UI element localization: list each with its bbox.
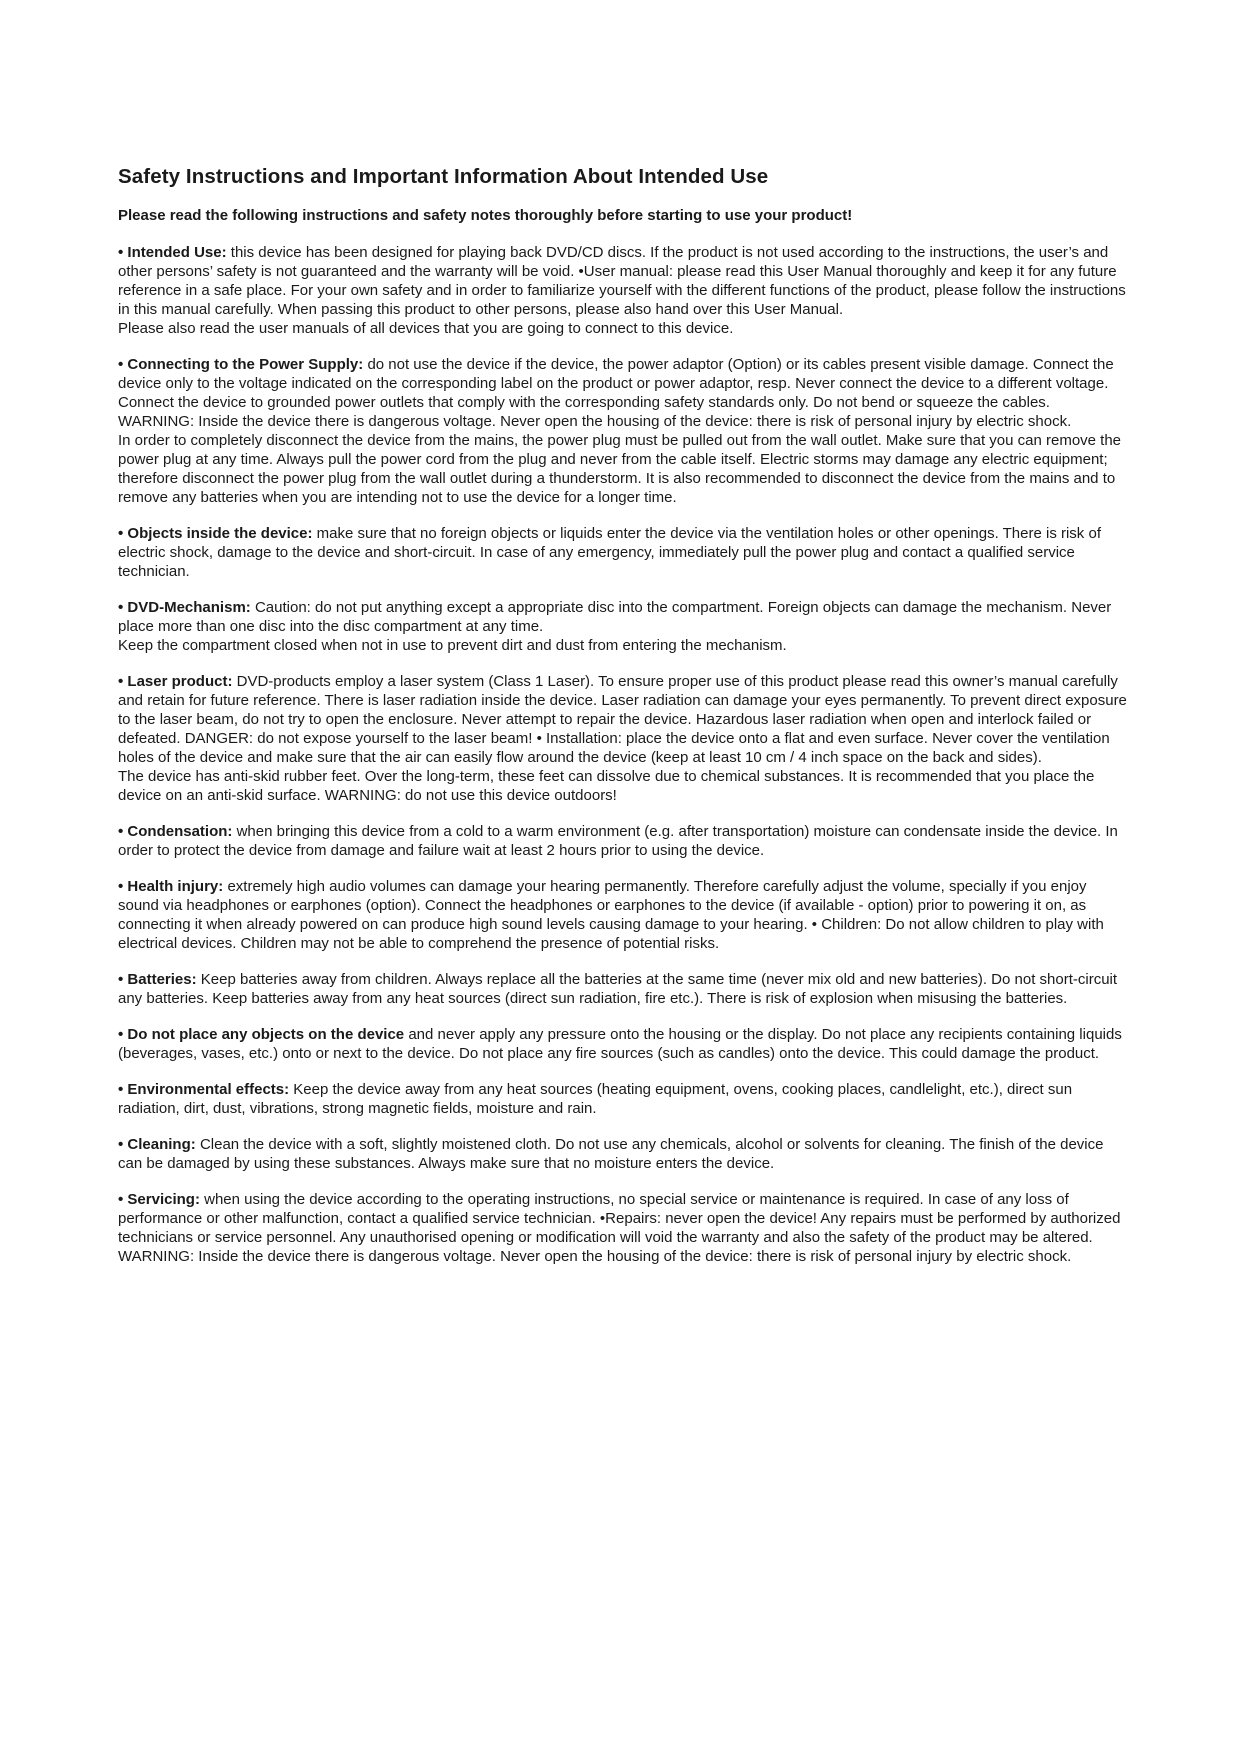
- section-text: Keep the device away from any heat sources (heating equipment, ovens, cooking places, candlelight, etc.), direct sun radiation, dirt, dust, vibrations, strong magnetic fields, moisture and rain.: [118, 1081, 1073, 1118]
- section-heading: • DVD-Mechanism:: [118, 599, 251, 617]
- section-heading: • Health injury:: [118, 878, 224, 896]
- safety-section: [118, 355, 1128, 507]
- safety-section: [118, 598, 1128, 655]
- section-paragraph: [118, 1025, 1128, 1063]
- section-paragraph: [118, 1190, 1128, 1266]
- section-text: when bringing this device from a cold to a warm environment (e.g. after transportation) moisture can condensate inside the device. In order to protect the device from damage and failure wait at least 2 hours prior to using the device.: [118, 823, 1118, 860]
- section-text: Caution: do not put anything except a appropriate disc into the compartment. Foreign objects can damage the mechanism. Never place more than one disc into the disc compartment at any time.: [118, 599, 1112, 636]
- section-text: and never apply any pressure onto the housing or the display. Do not place any recipients containing liquids (beverages, vases, etc.) onto or next to the device. Do not place any fire sources (such as candles) onto the device. This could damage the product.: [118, 1026, 1122, 1063]
- section-extra-paragraph: In order to completely disconnect the device from the mains, the power plug must be pulled out from the wall outlet. Make sure that you can remove the power plug at any time. Always pull the power cord from the plug and never from the cable itself. Electric storms may damage any electric equipment; therefore disconnect the power plug from the wall outlet during a thunderstorm. It is also recommended to disconnect the device from the mains and to remove any batteries when you are intending not to use the device for a longer time.: [118, 432, 1122, 507]
- safety-section: [118, 877, 1128, 953]
- section-heading: • Servicing:: [118, 1191, 200, 1209]
- section-text: do not use the device if the device, the power adaptor (Option) or its cables present visible damage. Connect the device only to the voltage indicated on the corresponding label on the product or power adaptor, resp. Never connect the device to a different voltage. Connect the device to grounded power outlets that comply with the corresponding safety standards only. Do not bend or squeeze the cables.: [118, 356, 1114, 412]
- safety-section: [118, 970, 1128, 1008]
- section-paragraph: [118, 1080, 1128, 1118]
- section-paragraph: [118, 970, 1128, 1008]
- section-text: this device has been designed for playing back DVD/CD discs. If the product is not used according to the instructions, the user’s and other persons’ safety is not guaranteed and the warranty will be void. •User manual: please read this User Manual thoroughly and keep it for any future reference in a safe place. For your own safety and in order to familiarize yourself with the different functions of the product, please follow the instructions in this manual carefully. When passing this product to other persons, please also hand over this User Manual.: [118, 244, 1126, 319]
- section-heading: • Environmental effects:: [118, 1081, 290, 1099]
- section-heading: • Intended Use:: [118, 244, 227, 262]
- section-heading: • Cleaning:: [118, 1136, 196, 1154]
- section-heading: • Laser product:: [118, 673, 233, 691]
- section-paragraph: [118, 598, 1128, 636]
- section-text: Keep batteries away from children. Always replace all the batteries at the same time (never mix old and new batteries). Do not short-circuit any batteries. Keep batteries away from any heat sources (direct sun radiation, fire etc.). There is risk of explosion when misusing the batteries.: [118, 971, 1118, 1008]
- safety-section: [118, 1080, 1128, 1118]
- section-heading: • Connecting to the Power Supply:: [118, 356, 364, 374]
- safety-section: [118, 524, 1128, 581]
- section-paragraph: [118, 672, 1128, 767]
- section-text: make sure that no foreign objects or liquids enter the device via the ventilation holes or other openings. There is risk of electric shock, damage to the device and short-circuit. In case of any emergency, immediately pull the power plug and contact a qualified service technician.: [118, 525, 1101, 581]
- section-extra-paragraph: Keep the compartment closed when not in use to prevent dirt and dust from entering the mechanism.: [118, 637, 787, 655]
- page-title: Safety Instructions and Important Information About Intended Use: [118, 165, 769, 188]
- section-paragraph: [118, 822, 1128, 860]
- section-extra-paragraph: The device has anti-skid rubber feet. Over the long-term, these feet can dissolve due to chemical substances. It is recommended that you place the device on an anti-skid surface. WARNING: do not use this device outdoors!: [118, 768, 1095, 805]
- safety-sections: [118, 243, 1128, 1266]
- safety-section: [118, 822, 1128, 860]
- document-page: [118, 165, 1128, 1283]
- section-heading: • Do not place any objects on the device: [118, 1026, 405, 1044]
- section-text: Clean the device with a soft, slightly moistened cloth. Do not use any chemicals, alcohol or solvents for cleaning. The finish of the device can be damaged by using these substances. Always make sure that no moisture enters the device.: [118, 1136, 1104, 1173]
- section-heading: • Condensation:: [118, 823, 233, 841]
- section-paragraph: [118, 243, 1128, 319]
- section-heading: • Batteries:: [118, 971, 197, 989]
- safety-section: [118, 1135, 1128, 1173]
- section-heading: • Objects inside the device:: [118, 525, 313, 543]
- safety-section: [118, 243, 1128, 338]
- section-text: DVD-products employ a laser system (Class 1 Laser). To ensure proper use of this product please read this owner’s manual carefully and retain for future reference. There is laser radiation inside the device. Laser radiation can damage your eyes permanently. To prevent direct exposure to the laser beam, do not try to open the enclosure. Never attempt to repair the device. Hazardous laser radiation when open and interlock failed or defeated. DANGER: do not expose yourself to the laser beam! • Installation: place the device onto a flat and even surface. Never cover the ventilation holes of the device and make sure that the air can easily flow around the device (keep at least 10 cm / 4 inch space on the back and sides).: [118, 673, 1127, 767]
- section-paragraph: [118, 524, 1128, 581]
- section-extra-paragraph: Please also read the user manuals of all devices that you are going to connect to this device.: [118, 320, 734, 338]
- safety-section: [118, 1025, 1128, 1063]
- section-extra-paragraph: WARNING: Inside the device there is dangerous voltage. Never open the housing of the device: there is risk of personal injury by electric shock.: [118, 413, 1072, 431]
- section-text: extremely high audio volumes can damage your hearing permanently. Therefore carefully adjust the volume, specially if you enjoy sound via headphones or earphones (option). Connect the headphones or earphones to the device (if available - option) prior to powering it on, as connecting it when already powered on can produce high sound levels causing damage to your hearing. • Children: Do not allow children to play with electrical devices. Children may not be able to comprehend the presence of potential risks.: [118, 878, 1104, 953]
- safety-section: [118, 1190, 1128, 1266]
- section-paragraph: [118, 355, 1128, 412]
- safety-section: [118, 672, 1128, 805]
- section-paragraph: [118, 877, 1128, 953]
- section-text: when using the device according to the operating instructions, no special service or maintenance is required. In case of any loss of performance or other malfunction, contact a qualified service technician. •Repairs: never open the device! Any repairs must be performed by authorized technicians or service personnel. Any unauthorised opening or modification will void the warranty and also the safety of the product may be altered. WARNING: Inside the device there is dangerous voltage. Never open the housing of the device: there is risk of personal injury by electric shock.: [118, 1191, 1121, 1266]
- page-subtitle: Please read the following instructions and safety notes thoroughly before starting to use your product!: [118, 206, 853, 224]
- section-paragraph: [118, 1135, 1128, 1173]
